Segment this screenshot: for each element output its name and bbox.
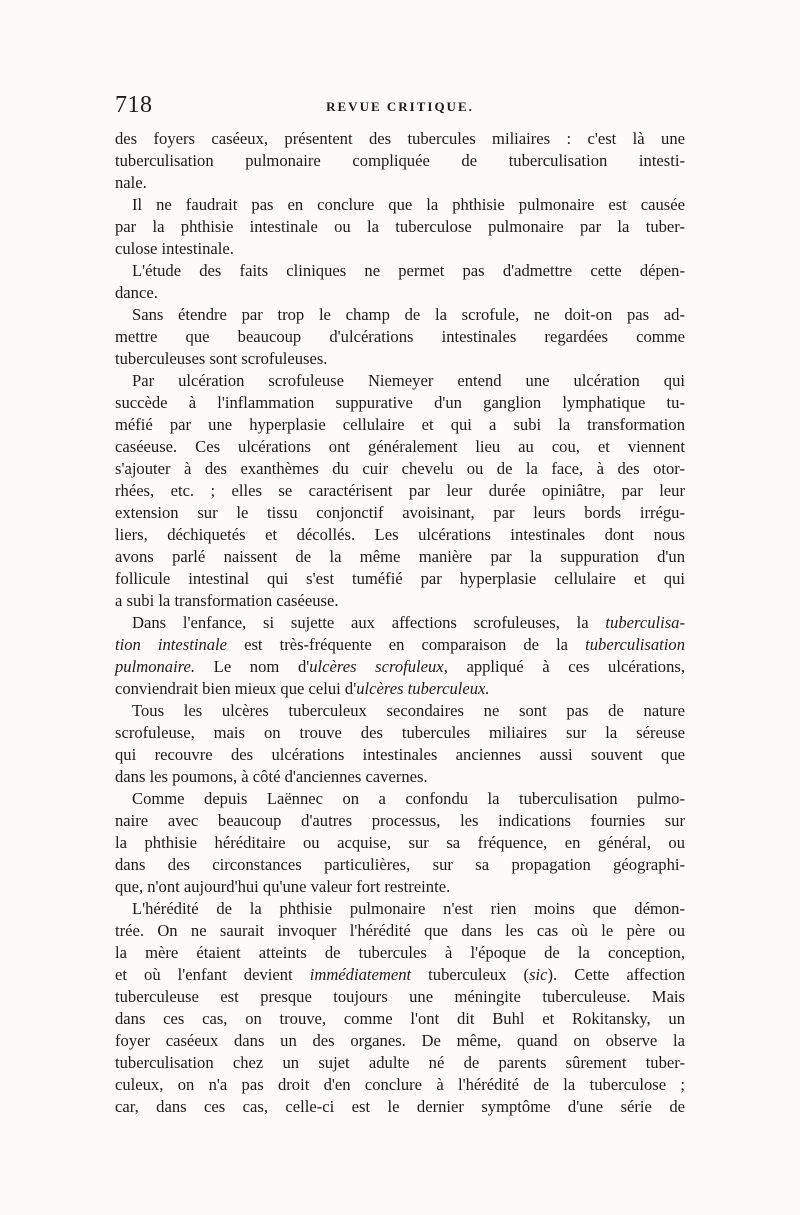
text-line: follicule intestinal qui s'est tuméfié par hyperplasie cellulaire et qui (115, 569, 685, 588)
text-run: Dans l'enfance, si sujette aux affections scrofuleuses, la (132, 613, 606, 632)
text-line: s'ajouter à des exanthèmes du cuir chevelu ou de la face, à des otor- (115, 459, 685, 478)
text-line: tuberculisation pulmonaire compliquée de tuberculisation intesti- (115, 151, 685, 170)
text-line: car, dans ces cas, celle-ci est le dernier symptôme d'une série de (115, 1097, 685, 1116)
running-title: REVUE CRITIQUE. (326, 99, 474, 114)
page-header (115, 92, 685, 122)
text-line: dans des circonstances particulières, sur sa propagation géographi- (115, 855, 685, 874)
text-line: tuberculeuses sont scrofuleuses. (115, 349, 328, 368)
text-line: rhées, etc. ; elles se caractérisent par leur durée opiniâtre, par leur (115, 481, 685, 500)
text-line (115, 634, 685, 656)
text-line: la mère étaient atteints de tubercules à l'époque de la conception, (115, 943, 685, 962)
text-line: L'hérédité de la phthisie pulmonaire n'est rien moins que démon- (132, 899, 685, 918)
text-line: qui recouvre des ulcérations intestinales anciennes aussi souvent que (115, 745, 685, 764)
text-line: extension sur le tissu conjonctif avoisinant, par leurs bords irrégu- (115, 503, 685, 522)
text-line: par la phthisie intestinale ou la tuberculose pulmonaire par la tuber- (115, 217, 685, 236)
text-line (115, 964, 685, 986)
text-line: tuberculisation chez un sujet adulte né de parents sûrement tuber- (115, 1053, 685, 1072)
text-line: trée. On ne saurait invoquer l'hérédité que dans les cas où le père ou (115, 921, 685, 940)
text-line: Tous les ulcères tuberculeux secondaires ne sont pas de nature (132, 701, 685, 720)
text-line: foyer caséeux dans un des organes. De même, quand on observe la (115, 1031, 685, 1050)
text-line: a subi la transformation caséeuse. (115, 591, 339, 610)
text-line: méfié par une hyperplasie cellulaire et qui a subi la transformation (115, 415, 685, 434)
text-run: conviendrait bien mieux que celui d' (115, 679, 357, 698)
text-line: dans ces cas, on trouve, comme l'ont dit Buhl et Rokitansky, un (115, 1009, 685, 1028)
text-line: Il ne faudrait pas en conclure que la phthisie pulmonaire est causée (132, 195, 685, 214)
italic-run: tuberculisation (585, 635, 685, 654)
text-line: naire avec beaucoup d'autres processus, les indications fournies sur (115, 811, 685, 830)
italic-run: tuberculisa- (605, 613, 685, 632)
text-line: culose intestinale. (115, 239, 234, 258)
italic-run: sic (529, 965, 548, 984)
text-run: et où l'enfant devient (115, 965, 310, 984)
text-line: Comme depuis Laënnec on a confondu la tuberculisation pulmo- (132, 789, 685, 808)
italic-run: immédiatement (309, 965, 412, 984)
text-run: Le nom d' (195, 657, 310, 676)
page-number: 718 (115, 92, 153, 118)
text-line (115, 656, 685, 678)
text-line: dance. (115, 283, 158, 302)
text-line: succède à l'inflammation suppurative d'un ganglion lymphatique tu- (115, 393, 685, 412)
text-line: la phthisie héréditaire ou acquise, sur sa fréquence, en général, ou (115, 833, 685, 852)
text-line: scrofuleuse, mais on trouve des tubercules miliaires sur la séreuse (115, 723, 685, 742)
text-line: caséeuse. Ces ulcérations ont généralement lieu au cou, et viennent (115, 437, 685, 456)
text-line (115, 678, 685, 700)
text-run: est très-fréquente en comparaison de la (227, 635, 586, 654)
text-line: Par ulcération scrofuleuse Niemeyer entend une ulcération qui (132, 371, 685, 390)
text-line: liers, déchiquetés et décollés. Les ulcérations intestinales dont nous (115, 525, 685, 544)
text-run: ). Cette affection (547, 965, 686, 984)
text-line: que, n'ont aujourd'hui qu'une valeur fort restreinte. (115, 877, 451, 896)
body-text (115, 128, 685, 1118)
text-line: L'étude des faits cliniques ne permet pas d'admettre cette dépen- (132, 261, 685, 280)
text-run: , appliqué à ces ulcérations, (443, 657, 685, 676)
text-line: des foyers caséeux, présentent des tubercules miliaires : c'est là une (115, 129, 685, 148)
text-line: nale. (115, 173, 147, 192)
text-line (115, 612, 685, 634)
text-run: tuberculeux ( (411, 965, 530, 984)
text-line: dans les poumons, à côté d'anciennes cavernes. (115, 767, 428, 786)
text-line: avons parlé naissent de la même manière par la suppuration d'un (115, 547, 685, 566)
italic-run: ulcères scrofuleux (309, 657, 444, 676)
text-line: Sans étendre par trop le champ de la scrofule, ne doit-on pas ad- (132, 305, 685, 324)
italic-run: ulcères tuberculeux. (356, 679, 490, 698)
italic-run: tion intestinale (115, 635, 228, 654)
text-line: mettre que beaucoup d'ulcérations intestinales regardées comme (115, 327, 685, 346)
text-line: culeux, on n'a pas droit d'en conclure à l'hérédité de la tuberculose ; (115, 1075, 685, 1094)
italic-run: pulmonaire. (115, 657, 196, 676)
text-line: tuberculeuse est presque toujours une méningite tuberculeuse. Mais (115, 987, 685, 1006)
